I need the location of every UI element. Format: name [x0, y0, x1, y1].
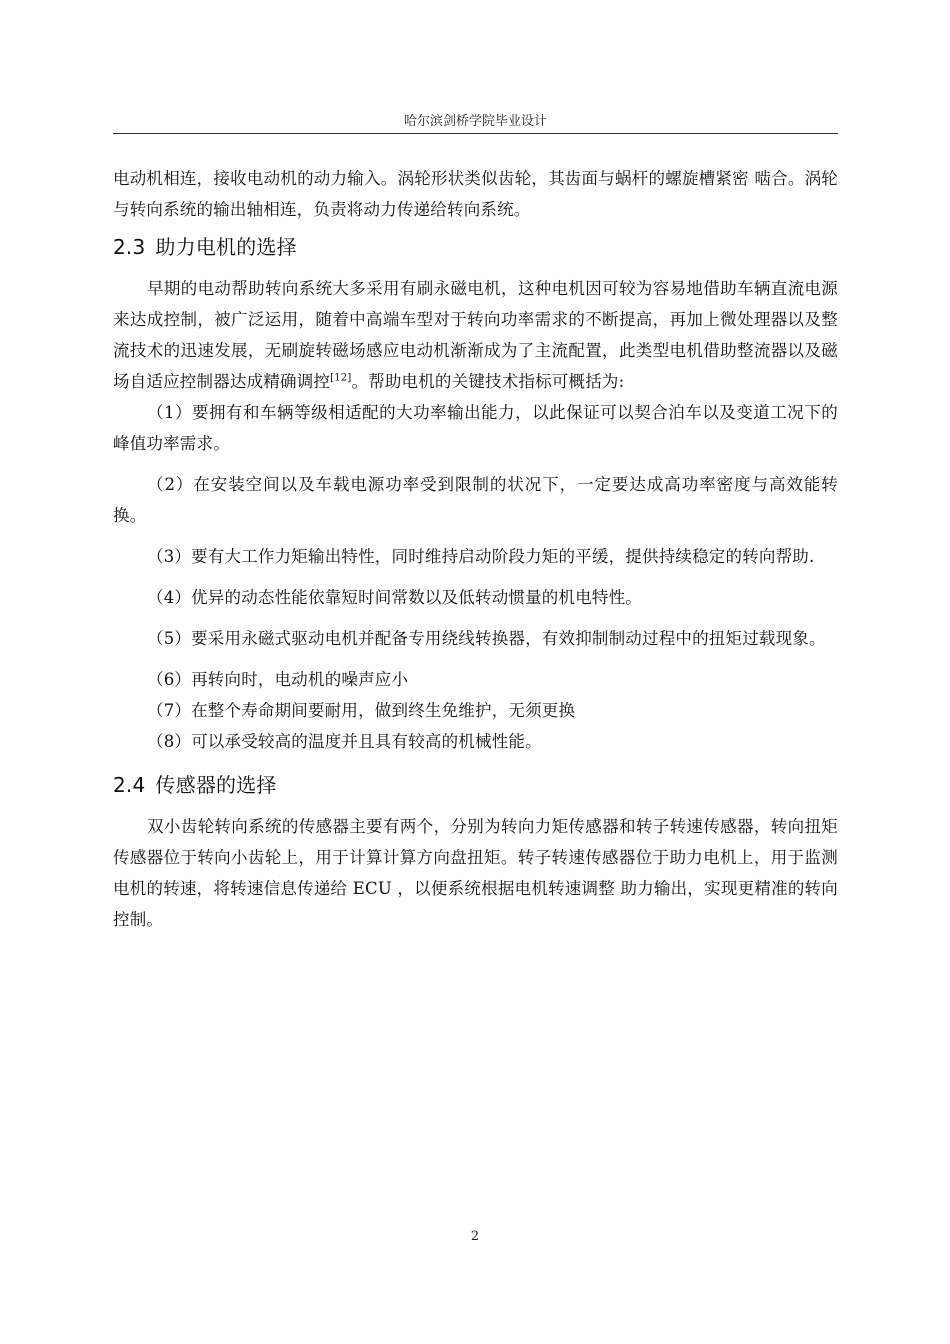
page-body	[113, 163, 838, 935]
list-item: （8）可以承受较高的温度并且具有较高的机械性能。	[147, 732, 542, 751]
section-2-3-paragraph	[113, 273, 838, 397]
paragraph-text: 早期的电动帮助转向系统大多采用有刷永磁电机，这种电机因可较为容易地借助车辆直流电源来达成控制，被广泛运用，随着中高端车型对于转向功率需求的不断提高，再加上微处理器以及整流技术的迅速发展，无刷旋转磁场感应电动机渐渐成为了主流配置，此类型电机借助整流器以及磁场自适应控制器达成精确调控	[113, 279, 838, 391]
section-title: 助力电机的选择	[155, 235, 297, 259]
list-item: （1）要拥有和车辆等级相适配的大功率输出能力，以此保证可以契合泊车以及变道工况下的峰值功率需求。	[113, 403, 838, 453]
list-item: （6）再转向时，电动机的噪声应小	[147, 670, 409, 689]
citation: [12]	[330, 372, 352, 384]
list-item: （4）优异的动态性能依靠短时间常数以及低转动惯量的机电特性。	[147, 588, 642, 607]
paragraph-text-tail: 。帮助电机的关键技术指标可概括为:	[351, 372, 625, 391]
list-item: （5）要采用永磁式驱动电机并配备专用绕线转换器，有效抑制制动过程中的扭矩过载现象。	[147, 629, 826, 648]
section-number: 2.3	[113, 235, 146, 259]
header-rule	[113, 133, 838, 134]
list-item: （7）在整个寿命期间要耐用，做到终生免维护，无须更换	[147, 701, 576, 720]
section-2-4-paragraph: 双小齿轮转向系统的传感器主要有两个，分别为转向力矩传感器和转子转速传感器，转向扭矩传感器位于转向小齿轮上，用于计算计算方向盘扭矩。转子转速传感器位于助力电机上，用于监测电机的转速，将转速信息传递给 ECU ，以便系统根据电机转速调整 助力输出，实现更精准的转向控制。	[113, 817, 838, 929]
list-item: （3）要有大工作力矩输出特性，同时维持启动阶段力矩的平缓，提供持续稳定的转向帮助.	[147, 547, 815, 566]
page-number: 2	[470, 1229, 480, 1244]
section-heading-2-3	[113, 233, 838, 261]
section-title: 传感器的选择	[155, 773, 277, 797]
section-number: 2.4	[113, 773, 146, 797]
page-header: 哈尔滨剑桥学院毕业设计	[403, 114, 547, 129]
section-heading-2-4	[113, 771, 838, 799]
intro-paragraph: 电动机相连，接收电动机的动力输入。涡轮形状类似齿轮，其齿面与蜗杆的螺旋槽紧密 啮合。涡轮与转向系统的输出轴相连，负责将动力传递给转向系统。	[113, 169, 838, 219]
list-item: （2）在安装空间以及车载电源功率受到限制的状况下，一定要达成高功率密度与高效能转换。	[113, 475, 838, 525]
